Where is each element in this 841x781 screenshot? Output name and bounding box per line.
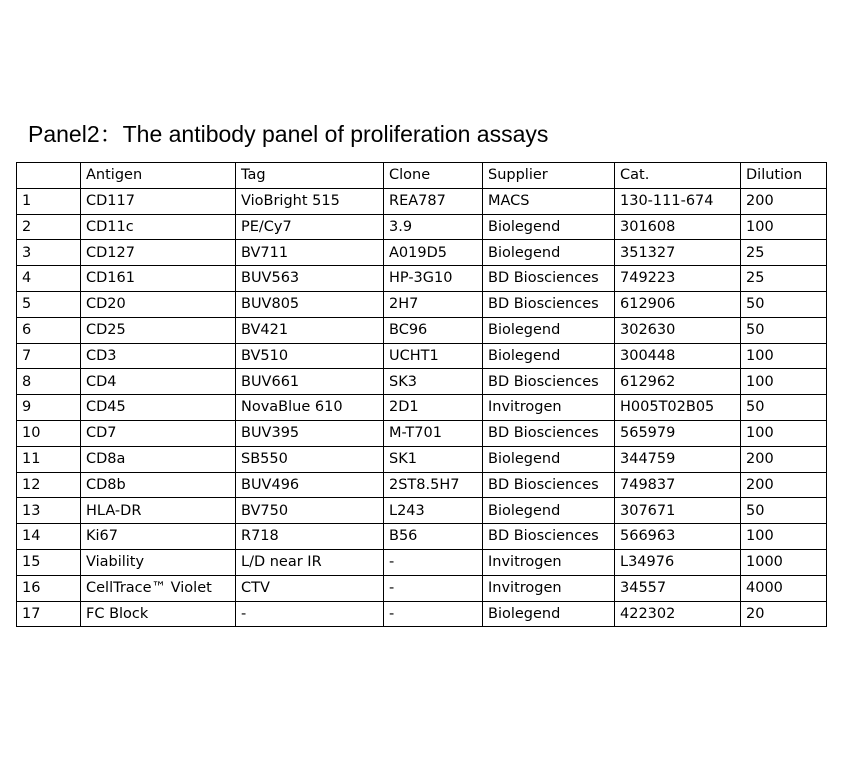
row-index: 11 [17, 446, 81, 472]
supplier-cell: Biolegend [483, 343, 615, 369]
supplier-cell: Invitrogen [483, 395, 615, 421]
column-header-supplier: Supplier [483, 163, 615, 189]
cat-cell: 130-111-674 [615, 188, 741, 214]
dilution-cell: 25 [741, 240, 827, 266]
column-header-clone: Clone [384, 163, 483, 189]
table-row [17, 575, 827, 601]
dilution-cell: 50 [741, 498, 827, 524]
table-row [17, 549, 827, 575]
supplier-cell: Invitrogen [483, 575, 615, 601]
column-header-antigen: Antigen [81, 163, 236, 189]
table-row [17, 472, 827, 498]
table-row [17, 343, 827, 369]
supplier-cell: Biolegend [483, 214, 615, 240]
clone-cell: A019D5 [384, 240, 483, 266]
tag-cell: BV711 [236, 240, 384, 266]
supplier-cell: MACS [483, 188, 615, 214]
row-index: 12 [17, 472, 81, 498]
table-row [17, 240, 827, 266]
cat-cell: 351327 [615, 240, 741, 266]
antigen-cell: CD4 [81, 369, 236, 395]
tag-cell: BUV805 [236, 291, 384, 317]
antigen-cell: HLA-DR [81, 498, 236, 524]
column-header-index [17, 163, 81, 189]
row-index: 13 [17, 498, 81, 524]
supplier-cell: BD Biosciences [483, 369, 615, 395]
cat-cell: 34557 [615, 575, 741, 601]
antigen-cell: CD20 [81, 291, 236, 317]
cat-cell: 422302 [615, 601, 741, 627]
antigen-cell: CD25 [81, 317, 236, 343]
supplier-cell: Biolegend [483, 498, 615, 524]
clone-cell: - [384, 549, 483, 575]
dilution-cell: 100 [741, 420, 827, 446]
clone-cell: L243 [384, 498, 483, 524]
supplier-cell: Biolegend [483, 446, 615, 472]
tag-cell: CTV [236, 575, 384, 601]
antigen-cell: CD11c [81, 214, 236, 240]
supplier-cell: BD Biosciences [483, 524, 615, 550]
dilution-cell: 50 [741, 291, 827, 317]
tag-cell: VioBright 515 [236, 188, 384, 214]
row-index: 16 [17, 575, 81, 601]
row-index: 1 [17, 188, 81, 214]
table-row [17, 188, 827, 214]
table-header-row [17, 163, 827, 189]
cat-cell: 301608 [615, 214, 741, 240]
row-index: 10 [17, 420, 81, 446]
row-index: 9 [17, 395, 81, 421]
supplier-cell: BD Biosciences [483, 472, 615, 498]
cat-cell: 566963 [615, 524, 741, 550]
dilution-cell: 100 [741, 369, 827, 395]
clone-cell: BC96 [384, 317, 483, 343]
dilution-cell: 100 [741, 524, 827, 550]
antibody-panel-table [16, 162, 827, 627]
dilution-cell: 4000 [741, 575, 827, 601]
clone-cell: HP-3G10 [384, 266, 483, 292]
cat-cell: 300448 [615, 343, 741, 369]
supplier-cell: Biolegend [483, 240, 615, 266]
clone-cell: - [384, 601, 483, 627]
table-row [17, 266, 827, 292]
supplier-cell: Invitrogen [483, 549, 615, 575]
row-index: 2 [17, 214, 81, 240]
row-index: 7 [17, 343, 81, 369]
clone-cell: REA787 [384, 188, 483, 214]
dilution-cell: 200 [741, 472, 827, 498]
antigen-cell: CD117 [81, 188, 236, 214]
dilution-cell: 100 [741, 343, 827, 369]
clone-cell: UCHT1 [384, 343, 483, 369]
dilution-cell: 50 [741, 317, 827, 343]
antigen-cell: CD8a [81, 446, 236, 472]
clone-cell: 2H7 [384, 291, 483, 317]
row-index: 6 [17, 317, 81, 343]
tag-cell: BUV661 [236, 369, 384, 395]
dilution-cell: 100 [741, 214, 827, 240]
table-row [17, 395, 827, 421]
antigen-cell: CD161 [81, 266, 236, 292]
antigen-cell: CD45 [81, 395, 236, 421]
clone-cell: B56 [384, 524, 483, 550]
tag-cell: BUV496 [236, 472, 384, 498]
row-index: 15 [17, 549, 81, 575]
table-row [17, 317, 827, 343]
cat-cell: 344759 [615, 446, 741, 472]
antigen-cell: CD127 [81, 240, 236, 266]
row-index: 4 [17, 266, 81, 292]
row-index: 3 [17, 240, 81, 266]
supplier-cell: BD Biosciences [483, 266, 615, 292]
tag-cell: BUV563 [236, 266, 384, 292]
cat-cell: 612906 [615, 291, 741, 317]
table-row [17, 291, 827, 317]
dilution-cell: 50 [741, 395, 827, 421]
tag-cell: BV421 [236, 317, 384, 343]
cat-cell: 307671 [615, 498, 741, 524]
supplier-cell: Biolegend [483, 317, 615, 343]
cat-cell: 612962 [615, 369, 741, 395]
clone-cell: SK3 [384, 369, 483, 395]
antigen-cell: FC Block [81, 601, 236, 627]
clone-cell: SK1 [384, 446, 483, 472]
row-index: 5 [17, 291, 81, 317]
cat-cell: 749223 [615, 266, 741, 292]
tag-cell: BUV395 [236, 420, 384, 446]
clone-cell: 2D1 [384, 395, 483, 421]
dilution-cell: 1000 [741, 549, 827, 575]
tag-cell: - [236, 601, 384, 627]
table-row [17, 601, 827, 627]
table-row [17, 524, 827, 550]
dilution-cell: 200 [741, 446, 827, 472]
table-row [17, 498, 827, 524]
tag-cell: PE/Cy7 [236, 214, 384, 240]
supplier-cell: Biolegend [483, 601, 615, 627]
page-title: Panel2：The antibody panel of proliferation assays [28, 121, 549, 147]
clone-cell: M-T701 [384, 420, 483, 446]
clone-cell: - [384, 575, 483, 601]
table-row [17, 446, 827, 472]
row-index: 14 [17, 524, 81, 550]
table-body [17, 188, 827, 627]
cat-cell: H005T02B05 [615, 395, 741, 421]
column-header-tag: Tag [236, 163, 384, 189]
cat-cell: 565979 [615, 420, 741, 446]
dilution-cell: 20 [741, 601, 827, 627]
row-index: 17 [17, 601, 81, 627]
antigen-cell: CellTrace™ Violet [81, 575, 236, 601]
tag-cell: NovaBlue 610 [236, 395, 384, 421]
tag-cell: L/D near IR [236, 549, 384, 575]
cat-cell: L34976 [615, 549, 741, 575]
cat-cell: 302630 [615, 317, 741, 343]
row-index: 8 [17, 369, 81, 395]
dilution-cell: 25 [741, 266, 827, 292]
table-row [17, 214, 827, 240]
tag-cell: BV510 [236, 343, 384, 369]
table-row [17, 420, 827, 446]
clone-cell: 2ST8.5H7 [384, 472, 483, 498]
supplier-cell: BD Biosciences [483, 420, 615, 446]
table-row [17, 369, 827, 395]
antigen-cell: CD8b [81, 472, 236, 498]
antigen-cell: Viability [81, 549, 236, 575]
antigen-cell: CD3 [81, 343, 236, 369]
supplier-cell: BD Biosciences [483, 291, 615, 317]
tag-cell: R718 [236, 524, 384, 550]
dilution-cell: 200 [741, 188, 827, 214]
clone-cell: 3.9 [384, 214, 483, 240]
column-header-dilution: Dilution [741, 163, 827, 189]
cat-cell: 749837 [615, 472, 741, 498]
tag-cell: BV750 [236, 498, 384, 524]
tag-cell: SB550 [236, 446, 384, 472]
antigen-cell: CD7 [81, 420, 236, 446]
column-header-cat: Cat. [615, 163, 741, 189]
antigen-cell: Ki67 [81, 524, 236, 550]
